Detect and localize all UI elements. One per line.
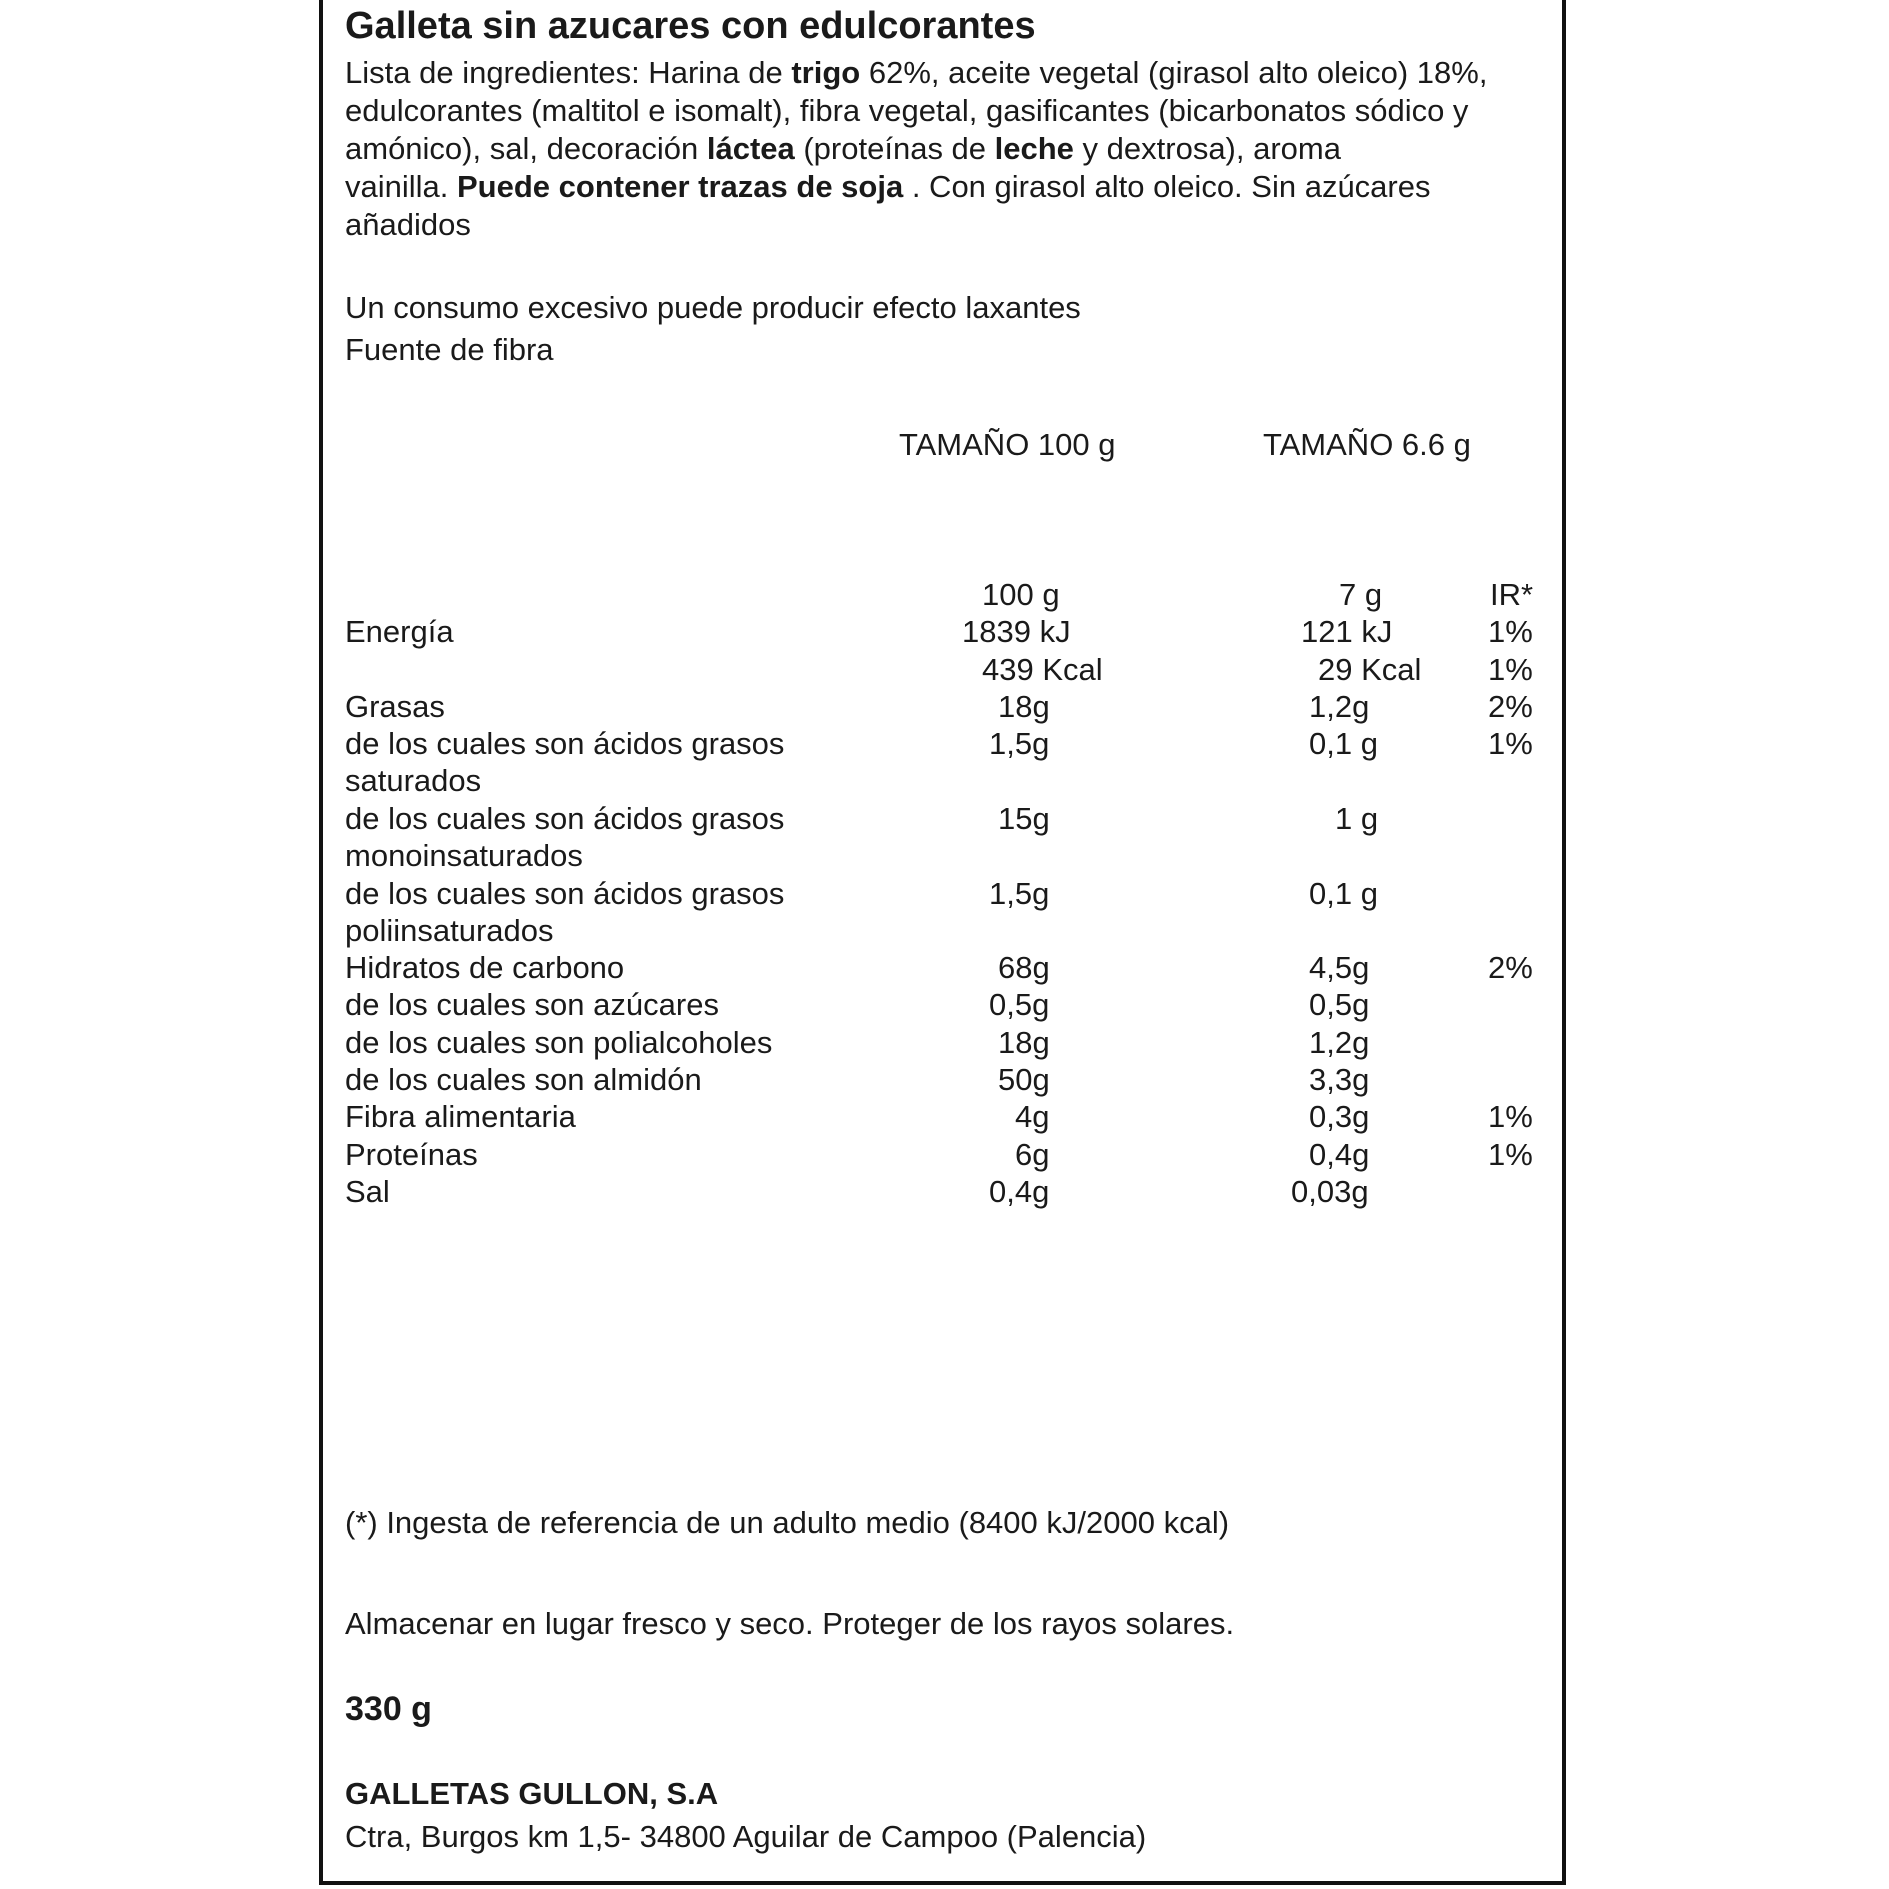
nutrient-value-7g: 1 g	[1335, 801, 1379, 836]
nutrient-label: de los cuales son ácidos grasos	[345, 801, 785, 836]
net-weight: 330 g	[345, 1690, 432, 1728]
nutrient-value-100g: 439 Kcal	[982, 652, 1103, 687]
reference-intake-footnote: (*) Ingesta de referencia de un adulto medio (8400 kJ/2000 kcal)	[345, 1505, 1230, 1540]
nutrient-value-7g: 0,03g	[1291, 1174, 1369, 1209]
nutrient-value-100g: 0,4g	[989, 1174, 1050, 1209]
nutrient-label: de los cuales son ácidos grasos	[345, 726, 785, 761]
nutrition-header-100g: 100 g	[982, 577, 1060, 612]
nutrient-value-100g: 15g	[998, 801, 1050, 836]
size-100g: TAMAÑO 100 g	[899, 427, 1116, 462]
nutrient-value-100g: 4g	[1015, 1099, 1050, 1134]
storage-instructions: Almacenar en lugar fresco y seco. Proteger de los rayos solares.	[345, 1606, 1235, 1641]
nutrient-value-7g: 1,2g	[1309, 1025, 1370, 1060]
nutrient-label-cont: saturados	[345, 763, 482, 798]
nutrient-value-7g: 29 Kcal	[1318, 652, 1422, 687]
nutrient-value-7g: 0,3g	[1309, 1099, 1370, 1134]
nutrient-label: de los cuales son ácidos grasos	[345, 876, 785, 911]
nutrient-ir: 1%	[1488, 1099, 1533, 1134]
product-title: Galleta sin azucares con edulcorantes	[345, 5, 1036, 47]
nutrition-header-ir: IR*	[1490, 577, 1534, 612]
ingredients-line-3: amónico), sal, decoración láctea (proteínas de leche y dextrosa), aroma	[345, 131, 1341, 166]
fiber-claim: Fuente de fibra	[345, 332, 554, 367]
allergen-trigo: trigo	[791, 55, 861, 90]
nutrient-value-100g: 1,5g	[989, 726, 1050, 761]
nutrient-label: de los cuales son almidón	[345, 1062, 702, 1097]
nutrient-label: Proteínas	[345, 1137, 478, 1172]
nutrient-label: Sal	[345, 1174, 390, 1209]
nutrient-label: Energía	[345, 614, 454, 649]
nutrient-value-7g: 0,4g	[1309, 1137, 1370, 1172]
ingredients-line-1: Lista de ingredientes: Harina de trigo 62%, aceite vegetal (girasol alto oleico) 18%,	[345, 55, 1488, 90]
nutrient-ir: 2%	[1488, 950, 1533, 985]
laxative-warning: Un consumo excesivo puede producir efecto laxantes	[345, 290, 1081, 325]
nutrient-value-100g: 68g	[998, 950, 1050, 985]
nutrient-label-cont: monoinsaturados	[345, 838, 583, 873]
nutrient-label: de los cuales son azúcares	[345, 987, 719, 1022]
ingredients-line-2: edulcorantes (maltitol e isomalt), fibra vegetal, gasificantes (bicarbonatos sódico y	[345, 93, 1469, 128]
nutrient-value-100g: 18g	[998, 1025, 1050, 1060]
nutrient-label: Hidratos de carbono	[345, 950, 625, 985]
nutrient-ir: 1%	[1488, 614, 1533, 649]
nutrient-value-7g: 121 kJ	[1301, 614, 1393, 649]
nutrient-value-7g: 0,5g	[1309, 987, 1370, 1022]
nutrient-value-7g: 3,3g	[1309, 1062, 1370, 1097]
nutrient-ir: 1%	[1488, 652, 1533, 687]
nutrient-value-100g: 50g	[998, 1062, 1050, 1097]
allergen-lactea: láctea	[706, 131, 795, 166]
ingredients-list	[345, 54, 1545, 244]
nutrient-value-100g: 1,5g	[989, 876, 1050, 911]
nutrient-value-7g: 1,2g	[1309, 689, 1370, 724]
ingredients-line-4: vainilla. Puede contener trazas de soja . Con girasol alto oleico. Sin azúcares	[345, 169, 1431, 204]
nutrient-label: Grasas	[345, 689, 445, 724]
size-6-6g: TAMAÑO 6.6 g	[1263, 427, 1471, 462]
company-name: GALLETAS GULLON, S.A	[345, 1776, 719, 1811]
nutrient-ir: 2%	[1488, 689, 1533, 724]
nutrition-header-7g: 7 g	[1339, 577, 1383, 612]
allergen-leche: leche	[994, 131, 1074, 166]
ingredients-line-5: añadidos	[345, 207, 471, 242]
nutrient-value-100g: 0,5g	[989, 987, 1050, 1022]
allergen-trazas: Puede contener trazas de soja	[457, 169, 904, 204]
nutrient-ir: 1%	[1488, 1137, 1533, 1172]
nutrient-label: de los cuales son polialcoholes	[345, 1025, 773, 1060]
nutrient-value-7g: 4,5g	[1309, 950, 1370, 985]
nutrient-label: Fibra alimentaria	[345, 1099, 576, 1134]
nutrient-value-7g: 0,1 g	[1309, 726, 1378, 761]
nutrient-value-100g: 1839 kJ	[962, 614, 1071, 649]
nutrient-ir: 1%	[1488, 726, 1533, 761]
nutrient-value-100g: 6g	[1015, 1137, 1050, 1172]
nutrient-value-7g: 0,1 g	[1309, 876, 1378, 911]
company-address: Ctra, Burgos km 1,5- 34800 Aguilar de Campoo (Palencia)	[345, 1819, 1147, 1854]
nutrient-label-cont: poliinsaturados	[345, 913, 554, 948]
nutrient-value-100g: 18g	[998, 689, 1050, 724]
